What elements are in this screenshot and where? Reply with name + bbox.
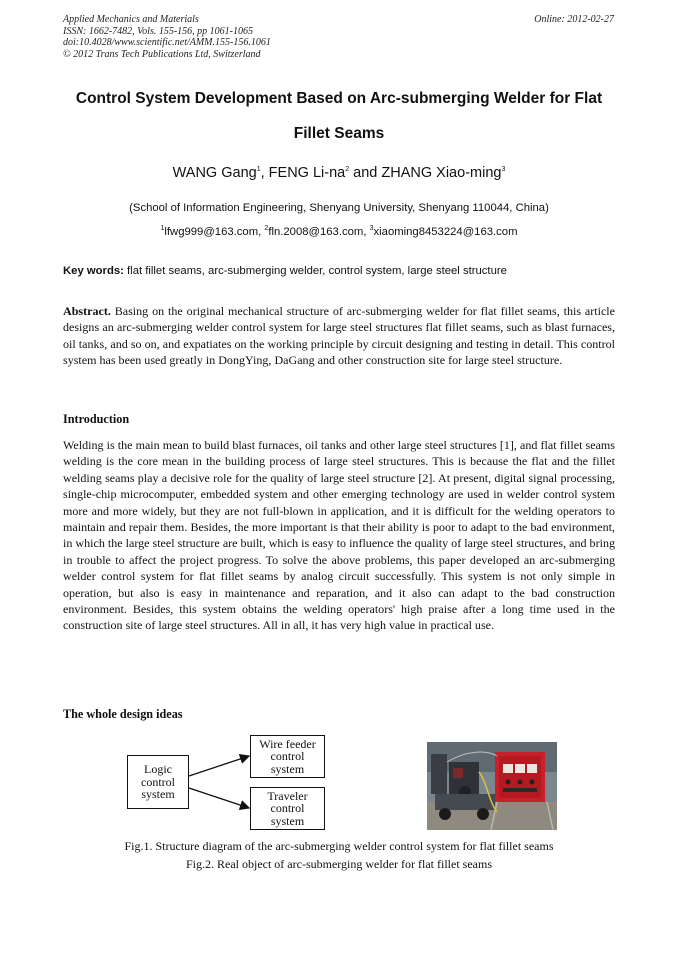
keywords (63, 265, 507, 277)
traveler-line: system (270, 813, 305, 828)
email-sup: 3 (369, 225, 374, 233)
paper-title-line-2: Fillet Seams (293, 125, 385, 142)
keywords-label: Key words: (63, 265, 124, 277)
wire-line: Wire feeder (259, 736, 316, 751)
abstract-text: Basing on the original mechanical structure of arc-submerging welder for flat fillet seams, this article designs an arc-submerging welder control system for large steel structures flat fillet seams, such as blast furnaces, oil tanks, and so on, and expatiates on the working principle by circuit designing and testing in detail. This control system has been used greatly in DongYing, DaGang and other construction site for large steel structure. (63, 304, 615, 368)
author-name: WANG Gang (172, 165, 257, 181)
email-address[interactable]: xiaoming8453224@163.com (373, 226, 518, 238)
abstract (63, 303, 615, 369)
wire-feeder-box (250, 735, 325, 778)
email-separator: , (363, 226, 370, 238)
author-sup: 1 (256, 166, 261, 174)
email-list (40, 226, 638, 238)
keywords-text: flat fillet seams, arc-submerging welder, control system, large steel structure (123, 265, 507, 277)
figure-1-caption: Fig.1. Structure diagram of the arc-submerging welder control system for flat fillet seams (124, 839, 554, 853)
introduction-heading: Introduction (63, 412, 130, 426)
logic-line: Logic (144, 762, 172, 777)
welder-photo-illustration (427, 742, 557, 830)
email-address[interactable]: fln.2008@163.com (268, 226, 364, 238)
author-separator: , (260, 165, 269, 181)
welder-photo (427, 742, 557, 830)
logic-control-box (127, 755, 189, 809)
author-separator: and (349, 165, 382, 181)
email-address[interactable]: lfwg999@163.com (164, 226, 259, 238)
introduction-text: Welding is the main mean to build blast furnaces, oil tanks and other large steel structures [1], and flat fillet seams welding is the core mean in the building process of large steel structures. This is because the flat and the fillet welding seams play a decisive role for the quality of large steel structure [2]. At present, digital signal processing, single-chip microcomputer, embedded system and other emerging technology are used in welder control system more and more widely, but they are not full-blown in application, and it is difficult for the welding operators to maintain and repair them. Besides, the more important is that their ability is poor to adapt to the bad environment, in which the large steel structure are built, which is easy to influence the quality of large steel structures, and bring in trouble to affect the project progress. To solve the above problems, this paper developed an arc-submerging welder control system for flat fillet seams by analog circuit successfully. This system is not only simple in operation, but also is easy in maintenance and reparation, and it also can adapt to the bad construction environment. Besides, this system obtains the welding operators' high praise after a long time used in the construction site of large steel structures. All in all, it has very high value in practical use. (63, 438, 615, 633)
affiliation: (School of Information Engineering, Shenyang University, Shenyang 110044, China) (129, 202, 549, 214)
arrow-to-wire-feeder (189, 756, 249, 776)
author-sup: 3 (501, 166, 506, 174)
logic-line: control (141, 774, 175, 789)
journal-header (63, 14, 271, 60)
email-sup: 1 (160, 225, 165, 233)
figure-2-caption: Fig.2. Real object of arc-submerging welder for flat fillet seams (185, 857, 493, 871)
logic-line: system (141, 787, 175, 802)
paper-title-line-1: Control System Development Based on Arc-submerging Welder for Flat (75, 90, 603, 107)
author-list (40, 165, 638, 181)
doi-line: doi:10.4028/www.scientific.net/AMM.155-156.1061 (63, 37, 271, 48)
traveler-line: control (270, 801, 305, 816)
design-heading: The whole design ideas (63, 707, 183, 721)
issn-line: ISSN: 1662-7482, Vols. 155-156, pp 1061-1065 (63, 25, 253, 37)
copyright-line: © 2012 Trans Tech Publications Ltd, Switzerland (63, 48, 261, 60)
wire-line: control (270, 749, 305, 764)
online-date: Online: 2012-02-27 (534, 14, 614, 25)
wire-line: system (270, 761, 305, 776)
author-name: FENG Li-na (268, 165, 346, 181)
author-name: ZHANG Xiao-ming (381, 165, 502, 181)
journal-name: Applied Mechanics and Materials (63, 14, 199, 25)
traveler-box (250, 787, 325, 830)
abstract-label: Abstract. (63, 304, 111, 318)
email-sup: 2 (264, 225, 269, 233)
arrow-to-traveler (189, 788, 249, 808)
author-sup: 2 (345, 166, 350, 174)
email-separator: , (258, 226, 265, 238)
traveler-line: Traveler (267, 788, 308, 803)
